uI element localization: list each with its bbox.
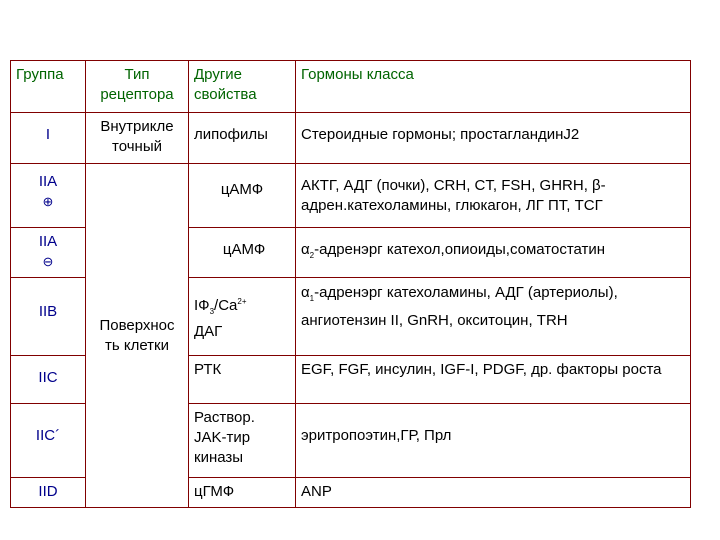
- table-header-row: [11, 61, 691, 113]
- group-cell: IIA ⊕: [11, 164, 86, 228]
- properties-cell: цАМФ: [189, 228, 296, 278]
- table-row: [11, 164, 691, 228]
- group-cell: I: [11, 113, 86, 164]
- table-row: [11, 113, 691, 164]
- header-other-properties: Другие свойства: [189, 61, 296, 113]
- properties-cell: РТК: [189, 356, 296, 404]
- group-cell: IID: [11, 478, 86, 508]
- minus-circle-icon: ⊖: [42, 254, 54, 269]
- hormones-cell: ANP: [296, 478, 691, 508]
- receptor-type-cell: Внутрикле точный: [86, 113, 189, 164]
- header-group: Группа: [11, 61, 86, 113]
- hormones-cell: эритропоэтин,ГР, Прл: [296, 404, 691, 478]
- hormones-cell: Стероидные гормоны; простагландинJ2: [296, 113, 691, 164]
- surface-receptor-type-cell: Поверхнос ть клетки: [86, 164, 189, 508]
- properties-cell: цГМФ: [189, 478, 296, 508]
- receptor-class-table: [10, 60, 691, 508]
- properties-cell: Раствор. JAK-тир киназы: [189, 404, 296, 478]
- hormones-cell: $\alpha_2$-адренэрг катехол,опиоиды,соматостатин: [296, 228, 691, 278]
- group-cell: IIA ⊖: [11, 228, 86, 278]
- hormones-cell: EGF, FGF, инсулин, IGF-I, PDGF, др. факторы роста: [296, 356, 691, 404]
- hormones-cell: АКТГ, АДГ (почки), CRH, CT, FSH, GHRH, β-адрен.катехоламины, глюкагон, ЛГ ПТ, ТСГ: [296, 164, 691, 228]
- header-hormones: Гормоны класса: [296, 61, 691, 113]
- group-cell: IIB: [11, 278, 86, 356]
- properties-cell: $IФ_3/Ca^{2+}$ ДАГ: [189, 278, 296, 356]
- properties-cell: липофилы: [189, 113, 296, 164]
- plus-circle-icon: ⊕: [42, 194, 54, 209]
- hormones-cell: $\alpha_1$-адренэрг катехоламины, АДГ (артериолы), ангиотензин II, GnRH, окситоцин, TRH: [296, 278, 691, 356]
- properties-cell: цАМФ: [189, 164, 296, 228]
- header-receptor-type: Тип рецептора: [86, 61, 189, 113]
- group-cell: IIC: [11, 356, 86, 404]
- group-cell: IIC´: [11, 404, 86, 478]
